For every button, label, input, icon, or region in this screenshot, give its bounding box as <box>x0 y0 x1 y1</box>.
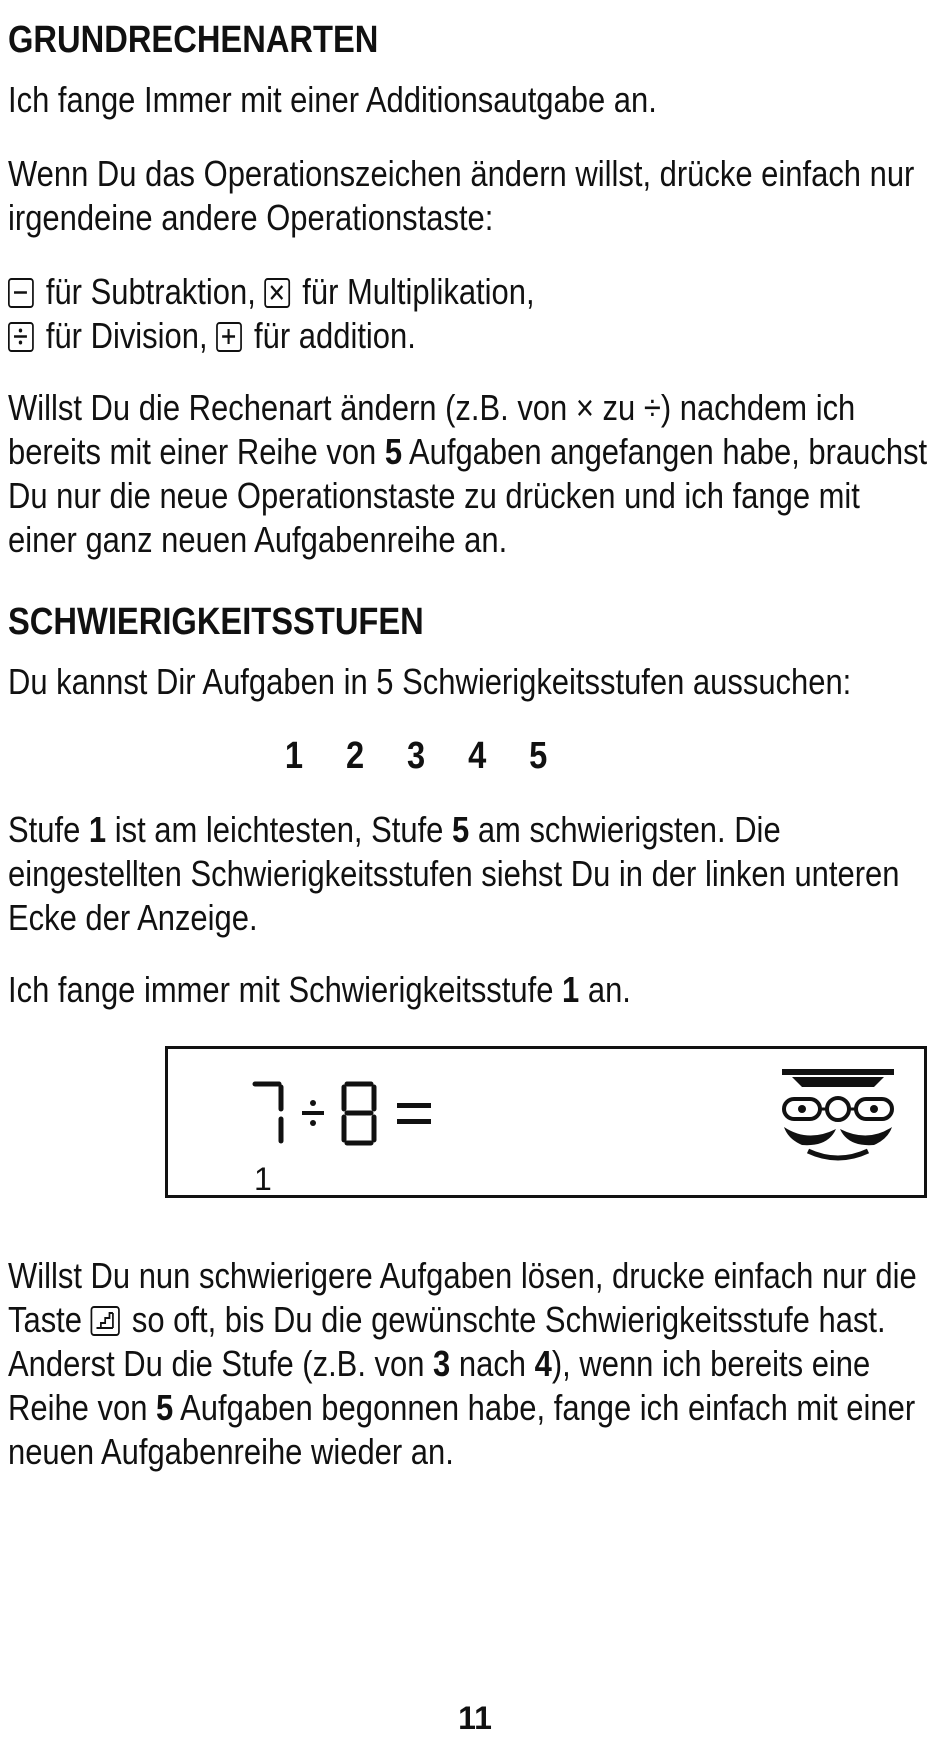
bold-number: 3 <box>433 1343 451 1384</box>
ops-division-label: für Division, <box>45 315 208 356</box>
text-fragment: nach <box>450 1343 535 1384</box>
bold-number: 1 <box>562 969 580 1010</box>
level-list <box>285 734 590 778</box>
paragraph-level-explanation <box>8 808 937 940</box>
text-fragment: Willst Du die Rechenart ändern (z.B. von × zu ÷) nachdem ich bereits mit einer Reihe von <box>8 387 856 472</box>
paragraph-change-arithmetic <box>8 386 937 562</box>
ops-subtraction-label: für Subtraktion, <box>45 271 256 312</box>
minus-key-icon <box>8 278 34 308</box>
lcd-display <box>165 1046 927 1198</box>
times-key-icon <box>264 278 290 308</box>
professor-face-icon <box>778 1067 898 1167</box>
paragraph-start-level <box>8 968 631 1012</box>
text-fragment: ), wenn ich bereits eine Reihe von <box>8 1343 871 1428</box>
level-item: 5 <box>529 735 548 777</box>
level-item: 4 <box>468 735 487 777</box>
text-fragment: an. <box>579 969 631 1010</box>
ops-addition-label: für addition. <box>254 315 416 356</box>
plus-key-icon <box>216 322 242 352</box>
bold-number: 5 <box>452 809 470 850</box>
bold-number: 5 <box>156 1387 174 1428</box>
ops-multiplication-label: für Multiplikation, <box>302 271 535 312</box>
text-fragment: Aufgaben angefangen habe, brauchst Du nur die neue Operationstaste zu drücken und ich fange mit einer ganz neuen Aufgabenreihe an. <box>8 431 928 560</box>
lcd-equation <box>252 1079 472 1149</box>
paragraph-change-level <box>8 1254 937 1474</box>
paragraph-change-operation: Wenn Du das Operationszeichen ändern willst, drücke einfach nur irgendeine andere Operationstaste: <box>8 153 915 238</box>
bold-number: 5 <box>384 431 403 472</box>
page-number: 11 <box>458 1700 492 1736</box>
text-fragment: Stufe <box>8 809 89 850</box>
heading-difficulty-levels: SCHWIERIGKEITSSTUFEN <box>8 601 424 643</box>
paragraph-start-addition: Ich fange Immer mit einer Additionsautgabe an. <box>8 79 657 120</box>
paragraph-levels-intro: Du kannst Dir Aufgaben in 5 Schwierigkeitsstufen aussuchen: <box>8 661 852 702</box>
text-fragment: so oft, bis Du die gewünschte Schwierigkeitsstufe hast. Anderst Du die Stufe (z.B. von <box>8 1299 886 1384</box>
stairs-key-icon <box>91 1306 120 1336</box>
text-fragment: Aufgaben begonnen habe, fange ich einfach mit einer neuen Aufgabenreihe wieder an. <box>8 1387 916 1472</box>
heading-basic-ops: GRUNDRECHENARTEN <box>8 19 379 61</box>
text-fragment: am schwierigsten. Die eingestellten Schwierigkeitsstufen siehst Du in der linken unteren Ecke der Anzeige. <box>8 809 900 938</box>
text-fragment: Willst Du nun schwierigere Aufgaben lösen, drucke einfach nur die Taste <box>8 1255 917 1340</box>
bold-number: 4 <box>534 1343 552 1384</box>
operation-keys-list <box>8 270 535 358</box>
lcd-level-indicator: 1 <box>254 1161 272 1197</box>
divide-key-icon <box>8 322 34 352</box>
bold-number: 1 <box>88 809 107 850</box>
text-fragment: Ich fange immer mit Schwierigkeitsstufe <box>8 969 563 1010</box>
level-item: 1 <box>284 735 304 777</box>
text-fragment: ist am leichtesten, Stufe <box>106 809 453 850</box>
level-item: 3 <box>407 735 426 777</box>
level-item: 2 <box>345 735 365 777</box>
